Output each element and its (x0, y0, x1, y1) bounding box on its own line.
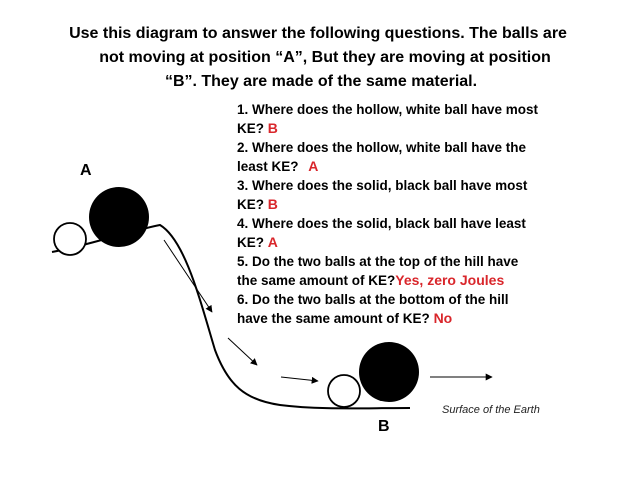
question-4-line-2 (237, 233, 627, 252)
question-1-line-2 (237, 119, 627, 138)
question-3-text: KE? (237, 197, 264, 212)
position-a-label: A (80, 162, 92, 179)
question-3-line-1: 3. Where does the solid, black ball have most (237, 178, 528, 193)
position-b-label: B (378, 418, 390, 435)
answer-4: A (267, 234, 278, 250)
motion-arrow-1 (164, 240, 212, 312)
instructions-line-2: not moving at position “A”, But they are moving at position (99, 49, 551, 66)
question-1-text: KE? (237, 121, 264, 136)
answer-2: A (308, 158, 319, 174)
question-1-line-1: 1. Where does the hollow, white ball have most (237, 102, 539, 117)
question-5-line-2 (237, 271, 627, 290)
question-2-line-2 (237, 157, 627, 176)
question-3-line-2 (237, 195, 627, 214)
answer-5: Yes, zero Joules (395, 272, 505, 288)
instructions-line-1: Use this diagram to answer the following questions. The balls are (69, 25, 567, 42)
surface-label: Surface of the Earth (442, 404, 540, 416)
answer-1: B (267, 120, 278, 136)
question-6-line-2 (237, 309, 627, 328)
answer-3: B (267, 196, 278, 212)
motion-arrow-2 (228, 338, 257, 365)
answer-6: No (433, 310, 453, 326)
question-4-line-1: 4. Where does the solid, black ball have least (237, 216, 526, 231)
instructions-line-3: “B”. They are made of the same material. (164, 73, 478, 90)
question-6-text: have the same amount of KE? (237, 311, 430, 326)
motion-arrow-3 (281, 377, 318, 381)
question-5-text: the same amount of KE? (237, 273, 396, 288)
question-2-line-1: 2. Where does the hollow, white ball have the (237, 140, 527, 155)
question-2-text: least KE? (237, 159, 299, 174)
question-4-text: KE? (237, 235, 264, 250)
solid-ball-b (359, 342, 419, 402)
hollow-ball-b (328, 375, 360, 407)
question-list (237, 100, 627, 328)
question-5-line-1: 5. Do the two balls at the top of the hill have (237, 254, 519, 269)
question-6-line-1: 6. Do the two balls at the bottom of the hill (237, 292, 509, 307)
solid-ball-a (89, 187, 149, 247)
hollow-ball-a (54, 223, 86, 255)
